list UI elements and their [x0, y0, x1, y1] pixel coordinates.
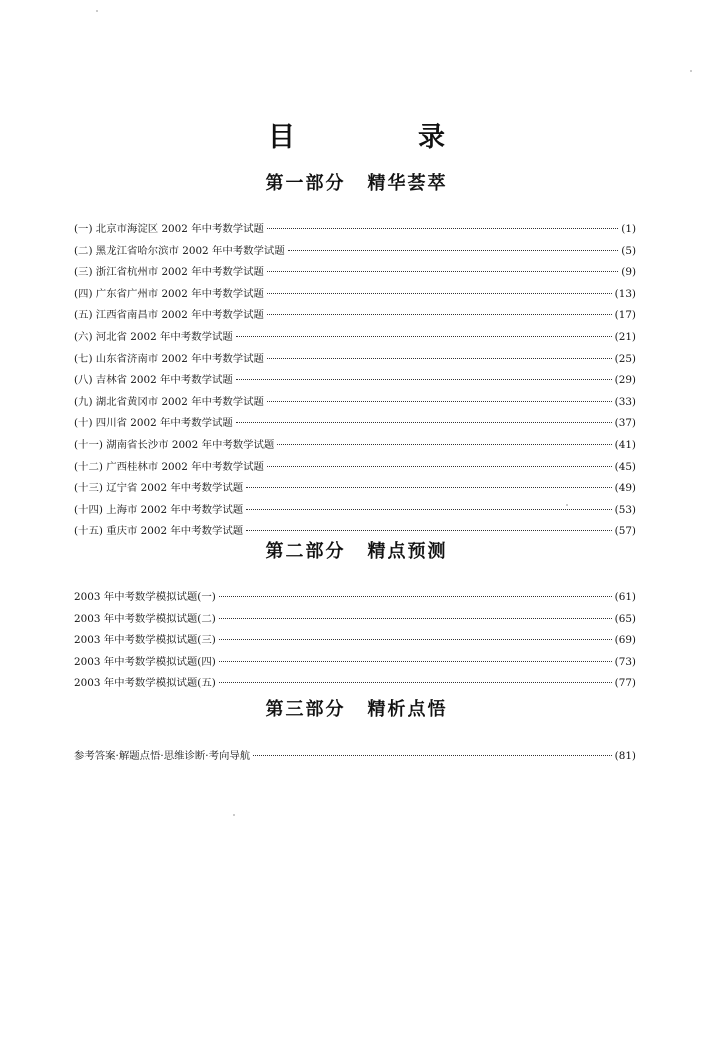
part-3-toc-list [74, 749, 636, 771]
toc-entry-label: (六) 河北省 2002 年中考数学试题 [74, 330, 233, 343]
dot-leader [267, 466, 612, 467]
dot-leader [219, 596, 612, 597]
toc-entry-label: (十五) 重庆市 2002 年中考数学试题 [74, 525, 244, 538]
part-2-toc-list [74, 590, 636, 698]
toc-entry-label: (三) 浙江省杭州市 2002 年中考数学试题 [74, 266, 264, 279]
toc-entry[interactable] [74, 416, 636, 438]
dot-leader [219, 639, 612, 640]
toc-entry-page: (65) [614, 612, 636, 625]
toc-entry[interactable] [74, 265, 636, 287]
dot-leader [219, 661, 612, 662]
part-2-name: 精点预测 [367, 541, 448, 562]
toc-entry-label: (七) 山东省济南市 2002 年中考数学试题 [74, 352, 264, 365]
part-1-name: 精华荟萃 [367, 173, 448, 194]
part-1-label: 第一部分 [265, 173, 346, 194]
toc-entry-label: (一) 北京市海淀区 2002 年中考数学试题 [74, 223, 264, 235]
dot-leader [267, 293, 612, 294]
dot-leader [236, 336, 612, 337]
toc-entry-label: 2003 年中考数学模拟试题(五) [74, 677, 216, 690]
toc-entry[interactable] [74, 438, 636, 460]
toc-entry-page: (1) [621, 223, 636, 235]
toc-entry[interactable] [74, 612, 636, 634]
dot-leader [246, 509, 612, 510]
toc-entry-page: (57) [614, 525, 636, 538]
toc-entry-page: (29) [614, 374, 636, 387]
toc-entry-page: (21) [614, 330, 636, 343]
toc-entry-page: (77) [614, 677, 636, 690]
toc-entry[interactable] [74, 503, 636, 525]
toc-entry-label: (八) 吉林省 2002 年中考数学试题 [74, 374, 233, 387]
dot-leader [236, 379, 612, 380]
toc-entry-label: (二) 黑龙江省哈尔滨市 2002 年中考数学试题 [74, 244, 285, 257]
toc-entry-label: (十一) 湖南省长沙市 2002 年中考数学试题 [74, 438, 275, 451]
part-2-label: 第二部分 [265, 541, 346, 562]
toc-entry-label: 2003 年中考数学模拟试题(一) [74, 591, 216, 603]
toc-entry-page: (61) [614, 591, 636, 603]
toc-entry[interactable] [74, 244, 636, 266]
toc-entry-label: 2003 年中考数学模拟试题(二) [74, 612, 216, 625]
toc-entry[interactable] [74, 395, 636, 417]
toc-entry-page: (81) [614, 750, 636, 762]
toc-entry-page: (9) [621, 266, 636, 279]
toc-entry-page: (73) [614, 655, 636, 668]
part-3-label: 第三部分 [265, 699, 346, 720]
dot-leader [277, 444, 611, 445]
dot-leader [253, 755, 611, 756]
toc-entry-page: (5) [621, 244, 636, 257]
dot-leader [267, 228, 618, 229]
toc-entry-label: 2003 年中考数学模拟试题(三) [74, 634, 216, 647]
toc-entry-page: (13) [614, 287, 636, 300]
toc-entry[interactable] [74, 373, 636, 395]
toc-entry[interactable] [74, 222, 636, 244]
toc-entry-page: (53) [614, 503, 636, 516]
dot-leader [267, 358, 612, 359]
dot-leader [219, 618, 612, 619]
toc-entry-label: 2003 年中考数学模拟试题(四) [74, 655, 216, 668]
dot-leader [246, 530, 612, 531]
toc-entry-label: (五) 江西省南昌市 2002 年中考数学试题 [74, 309, 264, 322]
toc-entry[interactable] [74, 749, 636, 771]
toc-entry-label: (十四) 上海市 2002 年中考数学试题 [74, 503, 244, 516]
toc-entry-page: (41) [614, 438, 636, 451]
toc-entry[interactable] [74, 676, 636, 698]
toc-entry-label: (十三) 辽宁省 2002 年中考数学试题 [74, 482, 244, 495]
toc-entry[interactable] [74, 330, 636, 352]
toc-entry[interactable] [74, 352, 636, 374]
dot-leader [219, 682, 612, 683]
toc-entry[interactable] [74, 655, 636, 677]
toc-entry-page: (37) [614, 417, 636, 430]
toc-entry-label: (十二) 广西桂林市 2002 年中考数学试题 [74, 460, 264, 473]
toc-entry-page: (17) [614, 309, 636, 322]
toc-entry-page: (49) [614, 482, 636, 495]
dot-leader [236, 422, 612, 423]
scan-speck [690, 70, 692, 72]
dot-leader [246, 487, 612, 488]
toc-entry[interactable] [74, 590, 636, 612]
toc-entry-page: (45) [614, 460, 636, 473]
toc-entry-label: (九) 湖北省黄冈市 2002 年中考数学试题 [74, 395, 264, 408]
toc-entry-page: (33) [614, 395, 636, 408]
dot-leader [288, 250, 619, 251]
toc-entry[interactable] [74, 633, 636, 655]
dot-leader [267, 271, 618, 272]
part-1-toc-list [74, 222, 636, 546]
toc-entry-label: (四) 广东省广州市 2002 年中考数学试题 [74, 287, 264, 300]
scan-speck [96, 10, 98, 12]
toc-entry[interactable] [74, 287, 636, 309]
toc-entry[interactable] [74, 481, 636, 503]
part-3-name: 精析点悟 [367, 699, 448, 720]
toc-entry[interactable] [74, 460, 636, 482]
scan-speck [566, 504, 568, 506]
toc-entry-page: (69) [614, 634, 636, 647]
page-title: 目 录 [268, 122, 493, 154]
toc-entry[interactable] [74, 308, 636, 330]
part-1-heading [0, 173, 713, 195]
scan-speck [233, 814, 235, 816]
part-3-heading [0, 699, 713, 721]
dot-leader [267, 401, 612, 402]
dot-leader [267, 314, 612, 315]
toc-entry-label: (十) 四川省 2002 年中考数学试题 [74, 417, 233, 430]
part-2-heading [0, 541, 713, 563]
toc-entry-page: (25) [614, 352, 636, 365]
toc-entry-label: 参考答案·解题点悟·思维诊断·考向导航 [74, 750, 251, 762]
